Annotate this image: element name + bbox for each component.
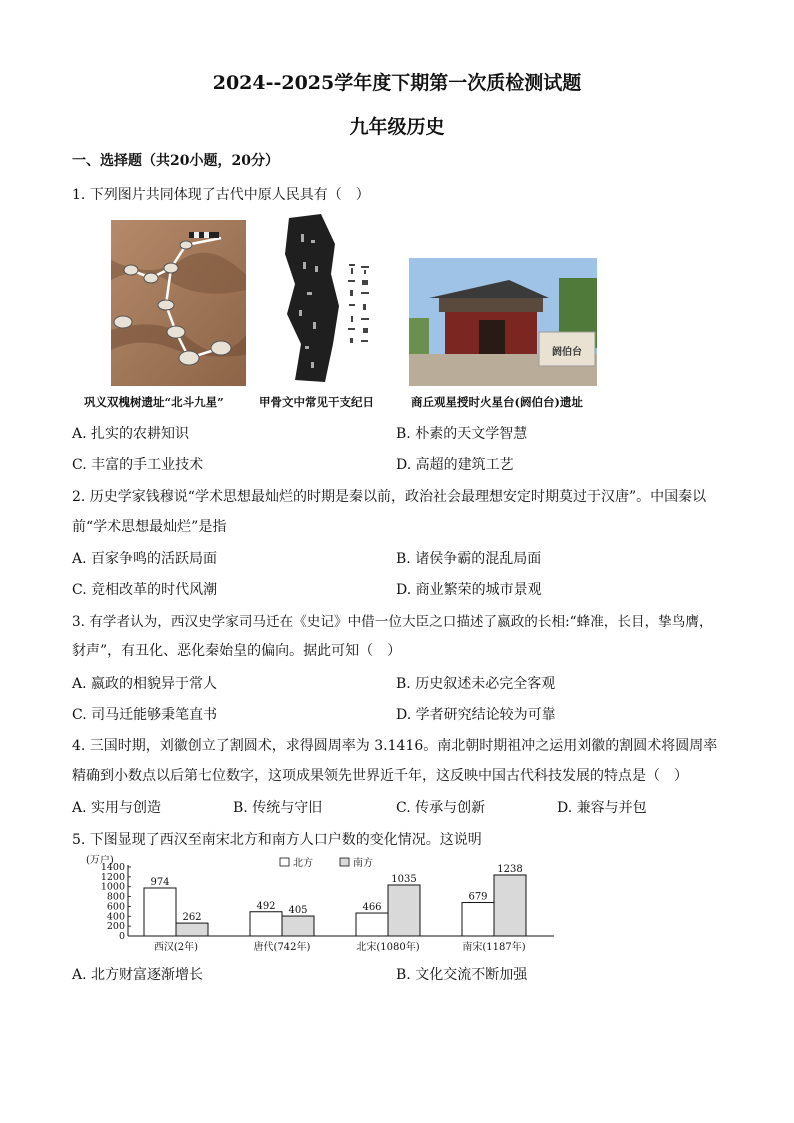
bar-south <box>282 916 314 936</box>
population-bar-chart <box>84 855 564 955</box>
q1-caption-3: 商丘观星授时火星台(阏伯台)遗址 <box>411 395 583 409</box>
q4-stem-line1: 4. 三国时期，刘徽创立了割圆术，求得圆周率为 3.1416。南北朝时期祖冲之运用刘徽的割圆术将圆周率 <box>72 738 718 754</box>
q1-caption-1: 巩义双槐树遗址“北斗九星” <box>84 395 224 409</box>
exam-title: 2024--2025学年度下期第一次质检测试题 <box>212 72 582 94</box>
y-tick-label: 400 <box>106 911 125 923</box>
legend-label-south: 南方 <box>353 858 373 869</box>
bar-south <box>176 923 208 936</box>
q3-option-b[interactable]: B. 历史叙述未必完全客观 <box>396 676 556 692</box>
q4-option-b[interactable]: B. 传统与守旧 <box>233 800 323 816</box>
y-tick-label: 600 <box>106 901 125 913</box>
q1-image-oracle-transcription <box>345 262 375 346</box>
x-category-label: 西汉(2年) <box>153 942 199 953</box>
bar-south <box>494 875 526 936</box>
data-label-north: 974 <box>150 876 170 888</box>
data-label-north: 466 <box>362 902 382 914</box>
q4-stem-line2: 精确到小数点以后第七位数字，这项成果领先世界近千年，这反映中国古代科技发展的特点是（ ） <box>72 768 688 784</box>
q1-option-c[interactable]: C. 丰富的手工业技术 <box>72 457 204 473</box>
q3-stem-line1: 3. 有学者认为，西汉史学家司马迁在《史记》中借一位大臣之口描述了嬴政的长相:“蜂准，长目，挚鸟膺， <box>72 614 713 630</box>
q3-stem-line2: 豺声”，有丑化、恶化秦始皇的偏向。据此可知（ ） <box>72 643 402 659</box>
y-tick-label: 200 <box>106 921 125 933</box>
q1-option-a[interactable]: A. 扎实的农耕知识 <box>72 426 190 442</box>
q4-option-a[interactable]: A. 实用与创造 <box>72 800 162 816</box>
q4-option-d[interactable]: D. 兼容与并包 <box>557 800 647 816</box>
data-label-south: 1238 <box>497 863 523 875</box>
q2-stem-line1: 2. 历史学家钱穆说“学术思想最灿烂的时期是秦以前，政治社会最理想安定时期莫过于汉唐”。中国秦以 <box>72 489 707 505</box>
q5-stem: 5. 下图显现了西汉至南宋北方和南方人口户数的变化情况。这说明 <box>72 832 482 848</box>
y-tick-label: 800 <box>106 891 125 903</box>
x-category-label: 北宋(1080年) <box>356 942 420 953</box>
x-category-label: 唐代(742年) <box>253 942 311 953</box>
q1-sign-text: 阏伯台 <box>552 347 582 358</box>
data-label-south: 1035 <box>391 873 417 885</box>
exam-subtitle: 九年级历史 <box>349 116 445 138</box>
q1-option-d[interactable]: D. 高超的建筑工艺 <box>396 457 514 473</box>
y-tick-label: 1400 <box>100 862 125 873</box>
x-category-label: 南宋(1187年) <box>462 942 526 953</box>
q1-image-excavation-site <box>111 220 246 386</box>
q1-stem: 1. 下列图片共同体现了古代中原人民具有（ ） <box>72 187 370 203</box>
bar-north <box>356 913 388 936</box>
q1-caption-2: 甲骨文中常见干支纪日 <box>259 395 374 409</box>
section-heading: 一、选择题（共20小题，20分） <box>72 153 279 169</box>
bar-north <box>250 912 282 936</box>
q2-stem-line2: 前“学术思想最灿烂”是指 <box>72 519 227 535</box>
legend-label-north: 北方 <box>293 858 313 869</box>
y-tick-label: 1000 <box>100 881 125 893</box>
bar-north <box>144 888 176 936</box>
q4-option-c[interactable]: C. 传承与创新 <box>396 800 486 816</box>
data-label-north: 492 <box>256 900 276 912</box>
data-label-south: 262 <box>182 912 202 924</box>
y-tick-label: 1200 <box>100 871 125 883</box>
data-label-south: 405 <box>288 905 308 917</box>
q2-option-a[interactable]: A. 百家争鸣的活跃局面 <box>72 551 218 567</box>
q1-image-observatory-gate <box>409 258 597 386</box>
q3-option-d[interactable]: D. 学者研究结论较为可靠 <box>396 707 556 723</box>
legend-swatch-north <box>280 858 289 866</box>
y-tick-label: 0 <box>118 931 125 942</box>
bar-north <box>462 903 494 936</box>
q3-option-a[interactable]: A. 嬴政的相貌异于常人 <box>72 676 218 692</box>
data-label-north: 679 <box>468 891 488 903</box>
q2-option-c[interactable]: C. 竞相改革的时代风潮 <box>72 582 218 598</box>
legend-swatch-south <box>340 858 349 866</box>
q5-option-b[interactable]: B. 文化交流不断加强 <box>396 967 528 983</box>
bar-south <box>388 885 420 936</box>
y-axis-label: (万户) <box>86 855 114 866</box>
q5-option-a[interactable]: A. 北方财富逐渐增长 <box>72 967 204 983</box>
q1-option-b[interactable]: B. 朴素的天文学智慧 <box>396 426 528 442</box>
q1-image-oracle-bone <box>281 214 343 384</box>
q2-option-b[interactable]: B. 诸侯争霸的混乱局面 <box>396 551 542 567</box>
q3-option-c[interactable]: C. 司马迁能够秉笔直书 <box>72 707 218 723</box>
q2-option-d[interactable]: D. 商业繁荣的城市景观 <box>396 582 542 598</box>
